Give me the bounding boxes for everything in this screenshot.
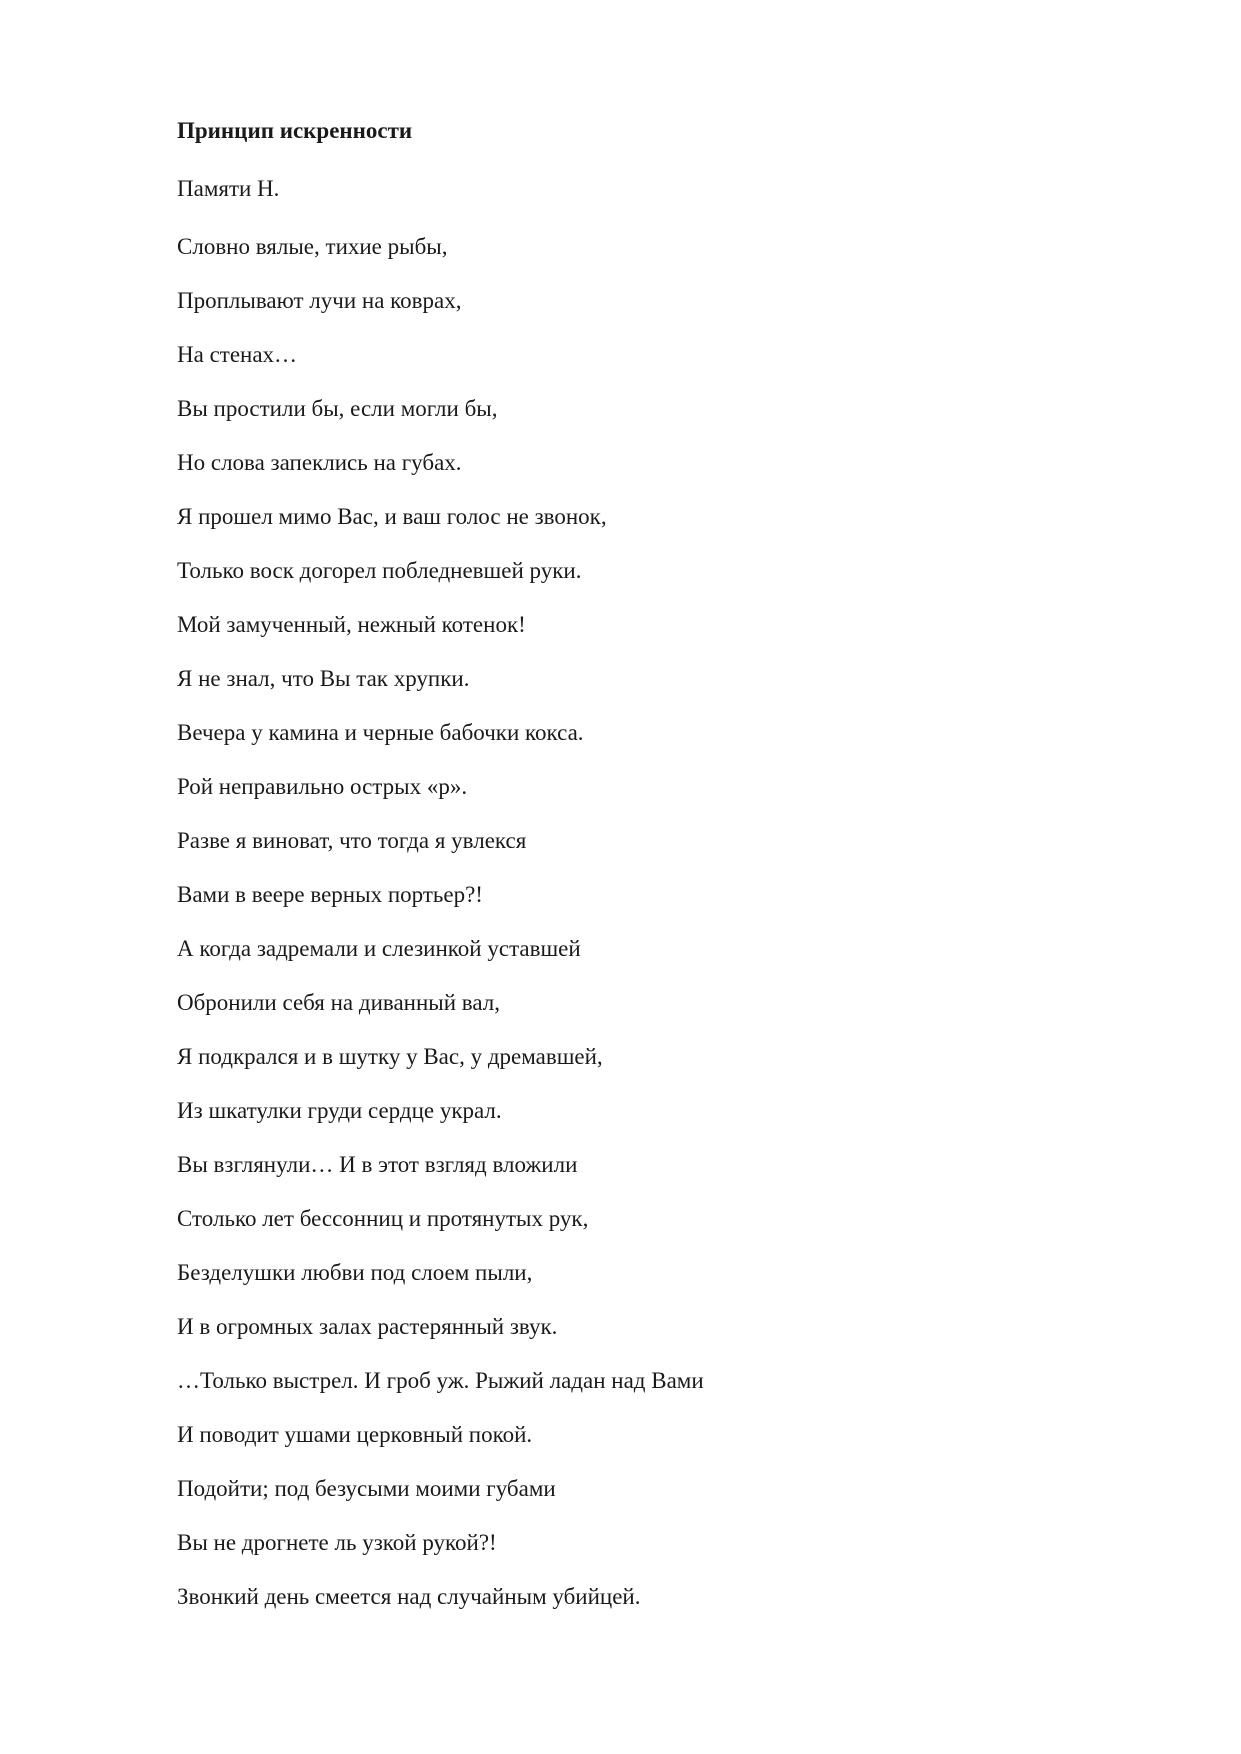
verse-line: И поводит ушами церковный покой. <box>177 1422 533 1447</box>
verse-line: Я не знал, что Вы так хрупки. <box>177 666 470 691</box>
verse-line: И в огромных залах растерянный звук. <box>177 1314 558 1339</box>
verse-line: На стенах… <box>177 342 298 367</box>
verse-line: Вы взглянули… И в этот взгляд вложили <box>177 1152 578 1177</box>
verse-line: Вечера у камина и черные бабочки кокса. <box>177 720 584 745</box>
verse-line: Вы простили бы, если могли бы, <box>177 396 498 421</box>
verse-line: А когда задремали и слезинкой уставшей <box>177 936 581 961</box>
verse-line: Проплывают лучи на коврах, <box>177 288 462 313</box>
verse-line: Вами в веере верных портьер?! <box>177 882 483 907</box>
poem-title: Принцип искренности <box>177 118 413 143</box>
poem-dedication: Памяти Н. <box>177 176 280 201</box>
verse-line: Из шкатулки груди сердце украл. <box>177 1098 502 1123</box>
verse-line: Мой замученный, нежный котенок! <box>177 612 526 637</box>
verse-line: Разве я виноват, что тогда я увлекся <box>177 828 527 853</box>
verse-line: Обронили себя на диванный вал, <box>177 990 500 1015</box>
verse-line: Но слова запеклись на губах. <box>177 450 462 475</box>
verse-line: Безделушки любви под слоем пыли, <box>177 1260 533 1285</box>
verse-line: …Только выстрел. И гроб уж. Рыжий ладан над Вами <box>177 1368 704 1393</box>
verse-line: Столько лет бессонниц и протянутых рук, <box>177 1206 589 1231</box>
verse-line: Я прошел мимо Вас, и ваш голос не звонок, <box>177 504 607 529</box>
verse-line: Рой неправильно острых «р». <box>177 774 468 799</box>
verse-line: Подойти; под безусыми моими губами <box>177 1476 556 1501</box>
verse-line: Вы не дрогнете ль узкой рукой?! <box>177 1530 497 1555</box>
verse-line: Словно вялые, тихие рыбы, <box>177 234 448 259</box>
verse-line: Я подкрался и в шутку у Вас, у дремавшей, <box>177 1044 603 1069</box>
verse-line: Только воск догорел побледневшей руки. <box>177 558 582 583</box>
verse-line: Звонкий день смеется над случайным убийцей. <box>177 1584 641 1609</box>
poem-verse <box>177 232 704 1636</box>
